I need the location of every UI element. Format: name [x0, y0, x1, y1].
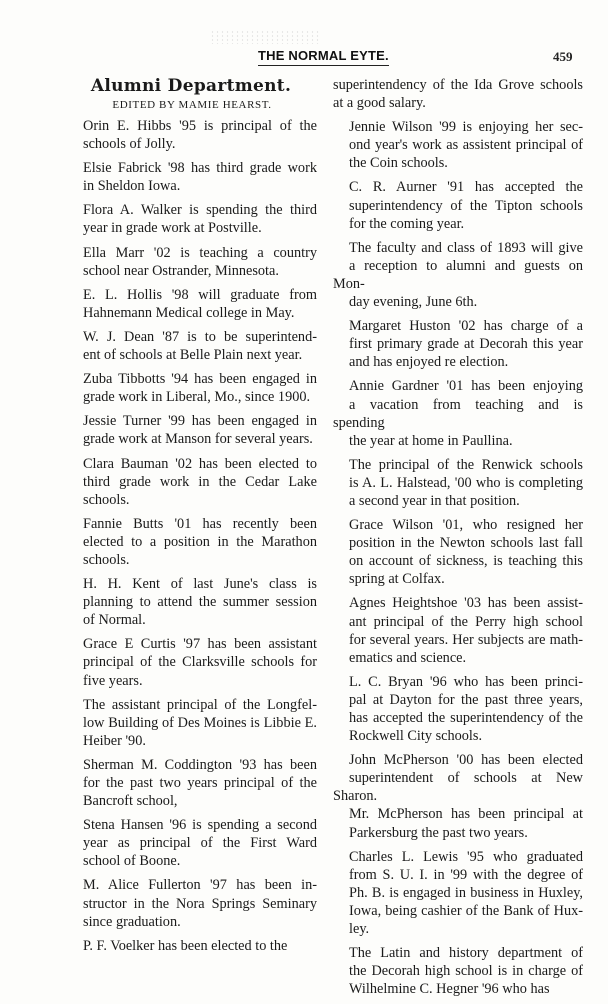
text-line: from S. U. I. in '99 with the degree of: [349, 866, 583, 883]
text-line: the Decorah high school is in charge of: [349, 963, 583, 980]
text-line: Grace Wilson '01, who resigned her: [349, 517, 583, 534]
text-line: for the past two years principal of the: [83, 775, 317, 791]
text-line: on account of sickness, is teaching this: [349, 553, 583, 570]
paragraph: [333, 594, 583, 666]
text-line: grade work in Liberal, Mo., since 1900.: [83, 389, 311, 406]
text-line: L. C. Bryan '96 who has been princi-: [349, 673, 583, 690]
text-line: a vacation from teaching and is spending: [333, 396, 583, 431]
text-line: low Building of Des Moines is Libbie E.: [83, 714, 317, 731]
text-line: Flora A. Walker is spending the third: [83, 202, 317, 219]
text-line: Jessie Turner '99 has been engaged in: [83, 413, 317, 430]
text-line: structor in the Nora Springs Seminary: [83, 895, 317, 912]
text-line: The faculty and class of 1893 will give: [349, 239, 583, 256]
text-line: a reception to alumni and guests on Mon-: [333, 257, 583, 292]
continued-paragraph: [333, 76, 583, 112]
text-line: schools.: [83, 551, 130, 568]
text-line: a second year in that position.: [349, 492, 520, 509]
paragraph: [67, 756, 317, 810]
journal-title: THE NORMAL EYTE.: [258, 48, 389, 66]
text-line: C. R. Aurner '91 has accepted the: [349, 179, 583, 196]
paragraph: [67, 515, 317, 569]
text-line: position in the Newton schools last fall: [349, 535, 583, 552]
text-line: Zuba Tibbotts '94 has been engaged in: [83, 371, 317, 388]
text-line: for the coming year.: [349, 215, 465, 232]
text-line: Bancroft school,: [83, 793, 178, 810]
paragraph: [333, 944, 583, 998]
text-line: Iowa, being cashier of the Bank of Hux-: [349, 902, 583, 919]
text-line: ond year's work as assistent principal of: [349, 137, 583, 154]
paragraph: [333, 377, 583, 449]
text-line: Ella Marr '02 is teaching a country: [83, 244, 317, 261]
paragraph: [67, 370, 317, 406]
text-line: Wilhelmine C. Hegner '96 who has: [349, 981, 550, 998]
text-line: Mr. McPherson has been principal at: [349, 806, 583, 823]
text-line: five years.: [83, 672, 143, 689]
text-line: year in grade work at Postville.: [83, 220, 262, 237]
text-line: Fannie Butts '01 has recently been: [83, 515, 317, 532]
text-line: principal of the Clarksville schools for: [83, 654, 317, 671]
text-line: Stena Hansen '96 is spending a second: [83, 817, 317, 834]
text-line: year as principal of the First Ward: [83, 835, 317, 852]
text-line: Parkersburg the past two years.: [349, 824, 528, 841]
text-line: at a good salary.: [333, 95, 426, 112]
text-line: elected to a position in the Marathon: [83, 533, 317, 550]
text-line: grade work at Manson for several years.: [83, 431, 313, 448]
text-line: Grace E Curtis '97 has been assistant: [83, 636, 317, 653]
paragraph: [333, 118, 583, 172]
right-paragraphs: [333, 118, 583, 998]
text-line: schools.: [83, 491, 130, 508]
text-line: school of Boone.: [83, 853, 181, 870]
section-title: Alumni Department.: [90, 76, 292, 96]
text-line: and has enjoyed re election.: [349, 354, 509, 371]
text-line: schools of Jolly.: [83, 136, 176, 153]
continued-paragraph-text: [333, 76, 583, 112]
text-line: Annie Gardner '01 has been enjoying: [349, 378, 583, 395]
section-editor: EDITED BY MAMIE HEARST.: [112, 99, 272, 111]
print-speckle: [210, 30, 320, 44]
paragraph: [67, 696, 317, 750]
text-line: planning to attend the summer session: [83, 594, 317, 611]
text-line: Heiber '90.: [83, 732, 146, 749]
text-line: P. F. Voelker has been elected to the: [83, 937, 288, 954]
text-line: pal at Dayton for the past three years,: [349, 691, 583, 708]
text-line: Ph. B. is engaged in business in Huxley,: [349, 884, 583, 901]
text-line: John McPherson '00 has been elected: [349, 752, 583, 769]
paragraph: [67, 937, 317, 955]
text-line: first primary grade at Decorah this year: [349, 336, 583, 353]
text-line: ematics and science.: [349, 649, 467, 666]
text-line: Clara Bauman '02 has been elected to: [83, 455, 317, 472]
text-line: E. L. Hollis '98 will graduate from: [83, 286, 317, 303]
text-line: the year at home in Paullina.: [349, 432, 513, 449]
paragraph: [333, 848, 583, 938]
text-line: ley.: [349, 921, 370, 938]
text-line: H. H. Kent of last June's class is: [83, 576, 317, 593]
paragraph: [67, 455, 317, 509]
text-line: Margaret Huston '02 has charge of a: [349, 318, 583, 335]
text-line: since graduation.: [83, 913, 181, 930]
paragraph: [67, 876, 317, 930]
text-line: in Sheldon Iowa.: [83, 178, 181, 195]
paragraph: [67, 117, 317, 153]
text-line: has accepted the superintendency of the: [349, 710, 583, 726]
paragraph: [333, 317, 583, 371]
text-line: of Normal.: [83, 612, 146, 629]
left-column: [67, 76, 317, 961]
right-column: [333, 76, 583, 1004]
text-line: ant principal of the Perry high school: [349, 613, 583, 630]
paragraph: [333, 456, 583, 510]
text-line: Rockwell City schools.: [349, 728, 483, 745]
text-line: third grade work in the Cedar Lake: [83, 473, 317, 490]
paragraph: [67, 328, 317, 364]
text-line: day evening, June 6th.: [349, 294, 478, 311]
paragraph: [67, 816, 317, 870]
text-line: Agnes Heightshoe '03 has been assist-: [349, 595, 583, 612]
text-line: spring at Colfax.: [349, 571, 445, 588]
paragraph: [333, 239, 583, 311]
text-line: Hahnemann Medical college in May.: [83, 304, 295, 321]
paragraph: [67, 201, 317, 237]
paragraph: [67, 159, 317, 195]
text-line: Sherman M. Coddington '93 has been: [83, 756, 317, 773]
text-line: ent of schools at Belle Plain next year.: [83, 347, 303, 364]
text-line: superintendent of schools at New Sharon.: [333, 770, 583, 805]
text-line: Orin E. Hibbs '95 is principal of the: [83, 118, 317, 134]
paragraph: [333, 178, 583, 232]
text-line: The assistant principal of the Longfel-: [83, 696, 317, 713]
text-line: W. J. Dean '87 is to be superintend-: [83, 328, 317, 345]
paragraph: [333, 751, 583, 841]
text-line: is A. L. Halstead, '00 who is completing: [349, 474, 583, 491]
text-line: school near Ostrander, Minnesota.: [83, 262, 279, 279]
text-line: Elsie Fabrick '98 has third grade work: [83, 160, 317, 177]
text-line: the Coin schools.: [349, 155, 448, 172]
running-header: [0, 48, 608, 70]
paragraph: [333, 516, 583, 588]
text-line: The Latin and history department of: [349, 945, 583, 962]
paragraph: [67, 412, 317, 448]
text-line: The principal of the Renwick schools: [349, 456, 583, 473]
left-paragraphs: [67, 117, 317, 955]
paragraph: [67, 244, 317, 280]
text-line: superintendency of the Ida Grove schools: [333, 77, 583, 93]
text-line: for several years. Her subjects are math-: [349, 631, 583, 648]
text-line: Jennie Wilson '99 is enjoying her sec-: [349, 119, 583, 136]
text-line: M. Alice Fullerton '97 has been in-: [83, 877, 317, 894]
page-number: 459: [553, 49, 573, 64]
paragraph: [67, 575, 317, 629]
text-line: Charles L. Lewis '95 who graduated: [349, 848, 583, 865]
paragraph: [67, 286, 317, 322]
paragraph: [333, 673, 583, 745]
paragraph: [67, 635, 317, 689]
text-line: superintendency of the Tipton schools: [349, 197, 583, 214]
